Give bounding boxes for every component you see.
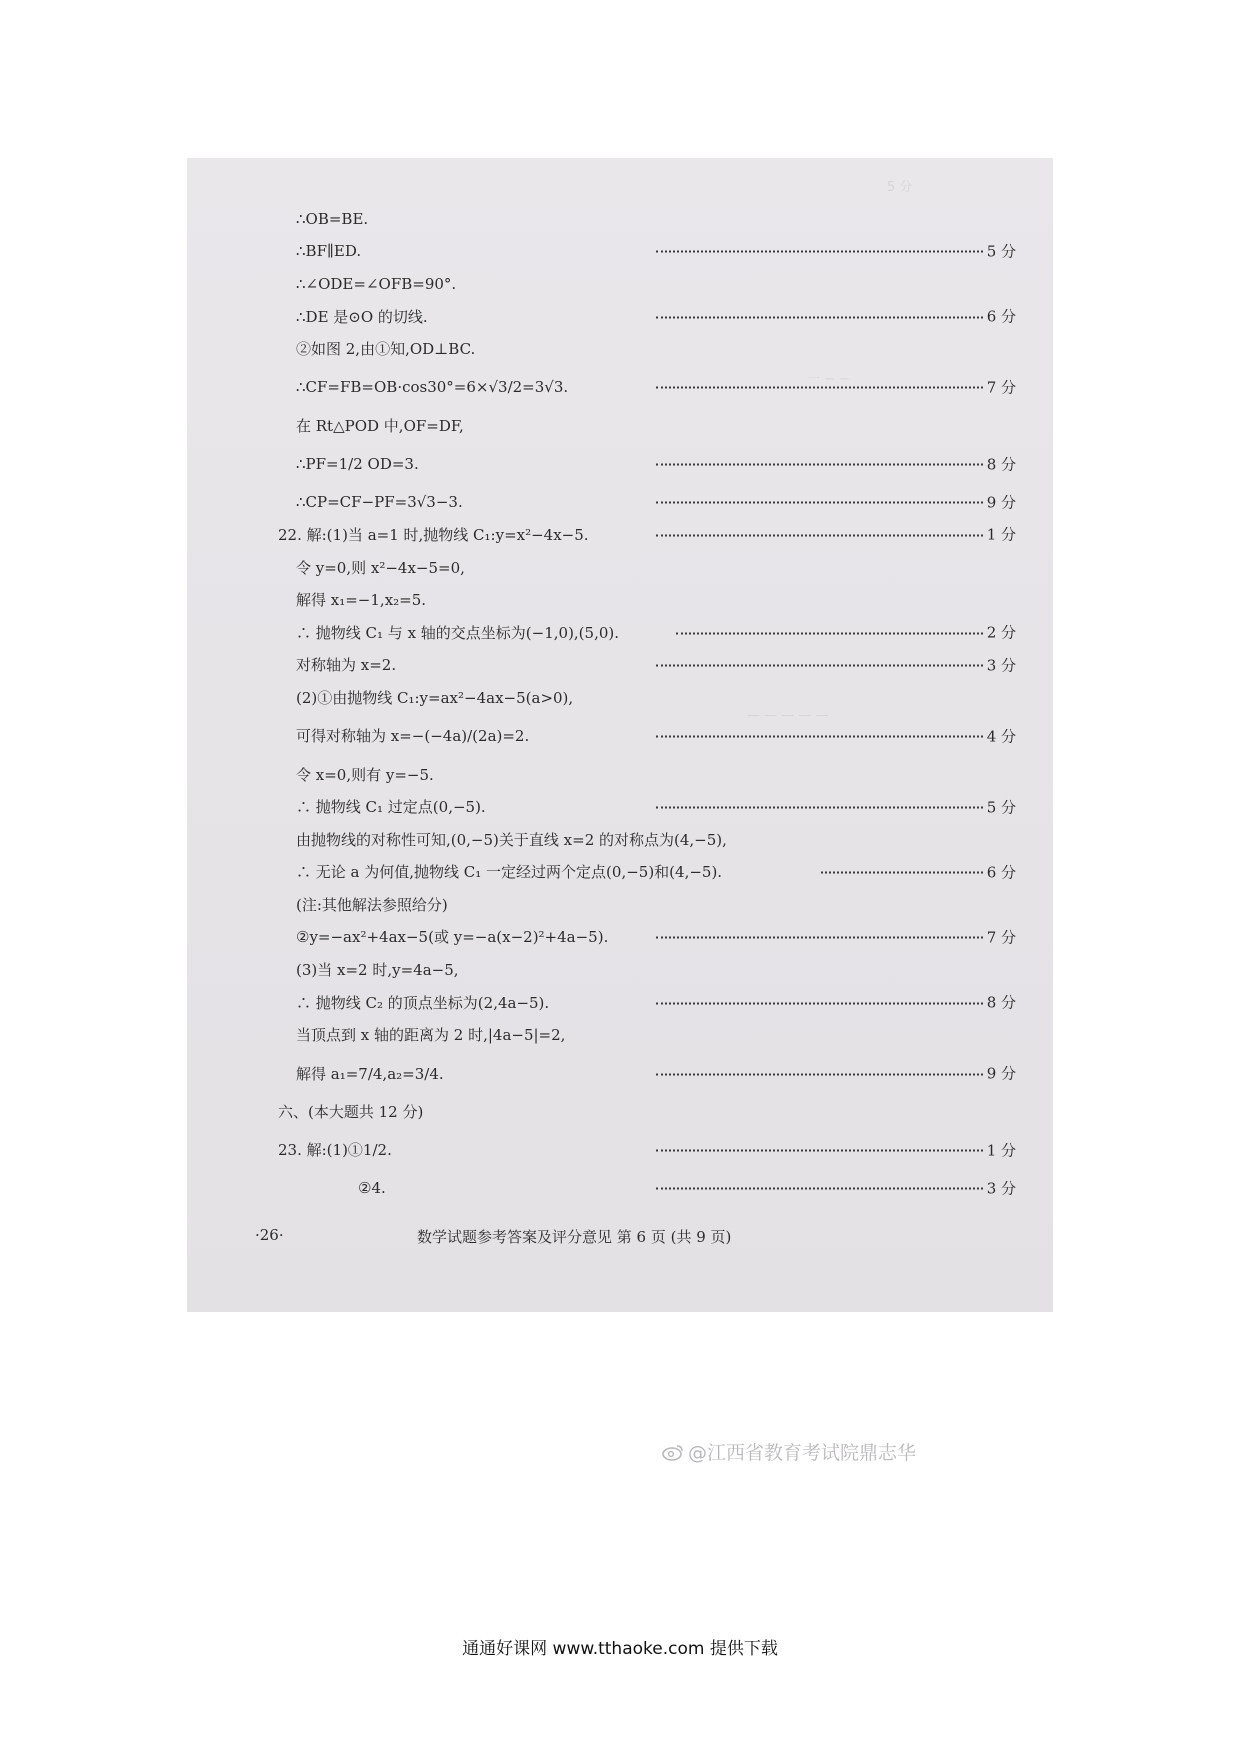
score-marker	[656, 1181, 1016, 1196]
answer-text: ∴BF∥ED.	[296, 242, 362, 261]
score-points: 7 分	[986, 928, 1016, 947]
answer-line	[296, 333, 976, 366]
answer-line	[296, 715, 1016, 759]
answer-line	[296, 1052, 1016, 1096]
score-points: 8 分	[986, 993, 1016, 1012]
answer-line	[296, 443, 1016, 487]
score-marker	[656, 1064, 1016, 1083]
answer-text: (2)①由抛物线 C₁:y=ax²−4ax−5(a>0),	[296, 688, 574, 707]
score-points: 9 分	[986, 493, 1016, 512]
answer-text: ∴∠ODE=∠OFB=90°.	[296, 274, 457, 293]
dot-leader	[656, 807, 983, 809]
answer-line	[296, 954, 976, 987]
answer-line	[358, 1173, 1016, 1206]
page-footer	[255, 1226, 915, 1248]
dot-leader	[656, 534, 983, 536]
score-points: 1 分	[986, 1141, 1016, 1160]
answer-text: ∴PF=1/2 OD=3.	[296, 455, 419, 474]
score-marker	[656, 729, 1016, 744]
answer-line	[296, 410, 976, 443]
section-heading	[278, 1096, 976, 1129]
answer-text: 对称轴为 x=2.	[296, 656, 397, 675]
answer-line	[296, 682, 976, 715]
page-number: ·26·	[255, 1226, 284, 1244]
answer-text: 22. 解:(1)当 a=1 时,抛物线 C₁:y=x²−4x−5.	[278, 525, 589, 544]
answer-text: 当顶点到 x 轴的距离为 2 时,|4a−5|=2,	[296, 1026, 566, 1045]
answer-line	[296, 268, 976, 301]
answer-line	[278, 1129, 1016, 1173]
answer-line	[296, 987, 1016, 1020]
score-marker	[656, 244, 1016, 259]
answer-text: (3)当 x=2 时,y=4a−5,	[296, 961, 459, 980]
score-points: 3 分	[986, 656, 1016, 675]
dot-leader	[821, 872, 983, 874]
score-marker	[821, 865, 1016, 880]
answer-line	[296, 236, 1016, 269]
score-marker	[656, 307, 1016, 326]
dot-leader	[656, 1073, 983, 1075]
answer-text: 令 x=0,则有 y=−5.	[296, 765, 434, 784]
score-marker	[656, 993, 1016, 1012]
answer-line	[296, 922, 1016, 955]
score-points: 4 分	[986, 727, 1016, 746]
answer-line	[296, 301, 1016, 334]
dot-leader	[656, 316, 983, 318]
score-marker	[656, 495, 1016, 510]
dot-leader	[676, 632, 983, 634]
score-points: 1 分	[986, 525, 1016, 544]
answer-line	[296, 759, 976, 792]
score-marker	[656, 800, 1016, 815]
weibo-watermark	[662, 1438, 916, 1465]
dot-leader	[656, 937, 983, 939]
answer-line	[296, 487, 1016, 520]
dot-leader	[656, 251, 983, 253]
answer-text: ∴ 抛物线 C₂ 的顶点坐标为(2,4a−5).	[296, 993, 550, 1012]
answer-line	[296, 584, 976, 617]
answer-text: 在 Rt△POD 中,OF=DF,	[296, 416, 464, 435]
score-points: 6 分	[986, 863, 1016, 882]
score-points: 8 分	[986, 455, 1016, 474]
answer-line	[296, 650, 1016, 683]
score-points: 9 分	[986, 1064, 1016, 1083]
score-points: 7 分	[986, 378, 1016, 397]
dot-leader	[656, 736, 983, 738]
score-marker	[656, 930, 1016, 945]
answer-line	[296, 617, 1016, 650]
footer-title: 数学试题参考答案及评分意见 第 6 页 (共 9 页)	[417, 1228, 732, 1246]
answer-text: ②4.	[358, 1179, 386, 1198]
answer-text: ∴CF=FB=OB·cos30°=6×√3/2=3√3.	[296, 378, 569, 397]
answer-text: ∴OB=BE.	[296, 209, 369, 228]
score-marker	[676, 623, 1016, 642]
dot-leader	[656, 1150, 983, 1152]
site-download-footer: 通通好课网 www.tthaoke.com 提供下载	[462, 1639, 778, 1659]
answer-text: 解得 x₁=−1,x₂=5.	[296, 591, 427, 610]
score-marker	[656, 525, 1016, 544]
score-marker	[656, 457, 1016, 472]
score-points: 2 分	[986, 623, 1016, 642]
answer-line	[296, 552, 976, 585]
score-marker	[656, 380, 1016, 395]
answer-line	[296, 791, 1016, 824]
dot-leader	[656, 665, 983, 667]
dot-leader	[656, 464, 983, 466]
answer-line	[296, 824, 976, 857]
answer-text: 解得 a₁=7/4,a₂=3/4.	[296, 1064, 444, 1083]
answer-line	[296, 203, 976, 236]
answer-text: 23. 解:(1)①1/2.	[278, 1141, 392, 1160]
answer-text: 令 y=0,则 x²−4x−5=0,	[296, 558, 465, 577]
answer-line	[278, 519, 1016, 552]
score-points: 5 分	[986, 242, 1016, 261]
answer-line	[296, 857, 1016, 890]
answer-text: 由抛物线的对称性可知,(0,−5)关于直线 x=2 的对称点为(4,−5),	[296, 830, 727, 849]
dot-leader	[656, 502, 983, 504]
answer-line	[296, 889, 976, 922]
score-marker	[656, 1143, 1016, 1158]
answer-text: ∴ 抛物线 C₁ 与 x 轴的交点坐标为(−1,0),(5,0).	[296, 623, 620, 642]
answer-text: 六、(本大题共 12 分)	[278, 1102, 424, 1121]
answer-text: (注:其他解法参照给分)	[296, 895, 448, 914]
watermark-text: @江西省教育考试院鼎志华	[688, 1442, 917, 1464]
answer-text: ②y=−ax²+4ax−5(或 y=−a(x−2)²+4a−5).	[296, 928, 609, 947]
dot-leader	[656, 1002, 983, 1004]
dot-leader	[656, 387, 983, 389]
score-points: 3 分	[986, 1179, 1016, 1198]
answer-line	[296, 1019, 976, 1052]
score-points: 5 分	[986, 798, 1016, 817]
answer-content	[278, 203, 1016, 1205]
answer-text: ②如图 2,由①知,OD⊥BC.	[296, 340, 476, 359]
answer-text: ∴CP=CF−PF=3√3−3.	[296, 493, 463, 512]
answer-line	[296, 366, 1016, 410]
answer-text: ∴ 抛物线 C₁ 过定点(0,−5).	[296, 798, 486, 817]
weibo-icon	[662, 1443, 684, 1461]
answer-text: ∴DE 是⊙O 的切线.	[296, 307, 428, 326]
score-points: 6 分	[986, 307, 1016, 326]
score-marker	[656, 658, 1016, 673]
scanned-page-photo: 5 分 一 − − — — — — — @江西省教育考试院鼎志华	[187, 158, 1053, 1312]
answer-text: 可得对称轴为 x=−(−4a)/(2a)=2.	[296, 727, 530, 746]
answer-text: ∴ 无论 a 为何值,抛物线 C₁ 一定经过两个定点(0,−5)和(4,−5).	[296, 863, 723, 882]
dot-leader	[656, 1188, 983, 1190]
